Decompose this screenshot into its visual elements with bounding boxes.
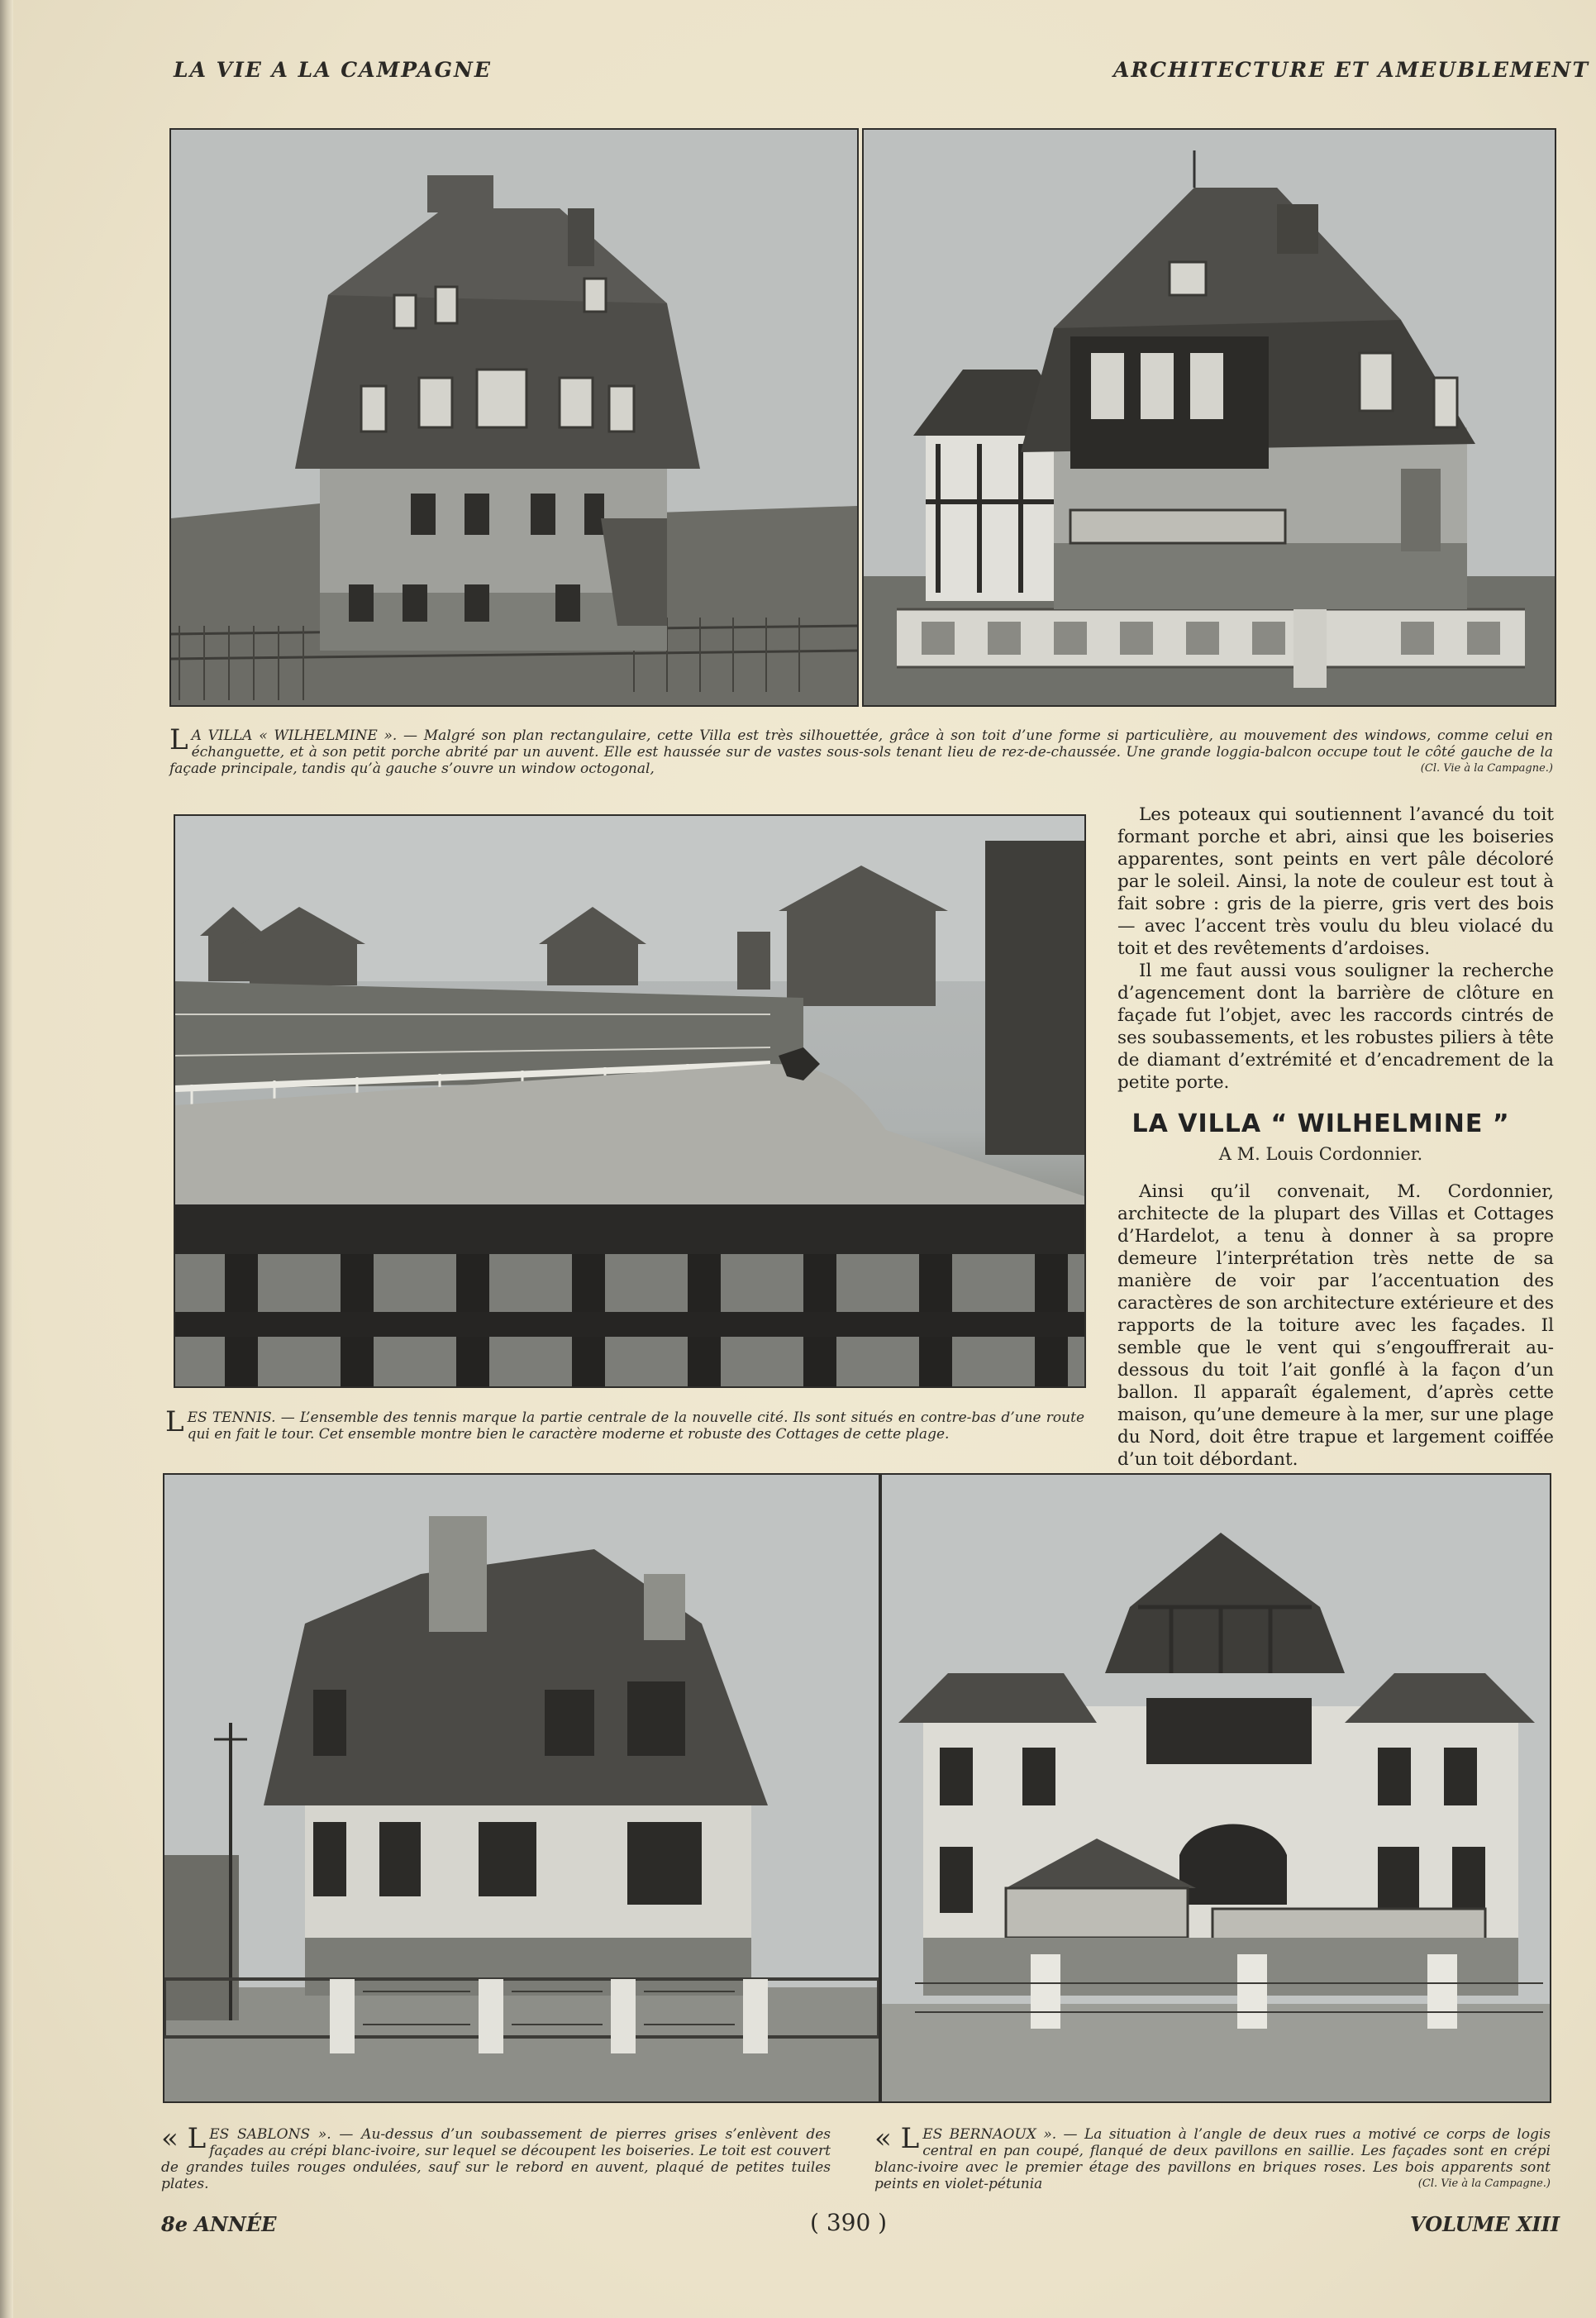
photo-credit: (Cl. Vie à la Campagne.) [1417, 2177, 1551, 2190]
caption-text: ES TENNIS. — L’ensemble des tennis marque la partie centrale de la nouvelle cité. Ils sont situés en contre-bas d’une route qui en fait le tour. Cet ensemble montre bien le caractère moderne et robuste des Cottages de cette plage. [187, 1409, 1084, 1443]
photo-villa-wilhelmine-front [169, 128, 859, 707]
page-number: ( 390 ) [810, 2209, 888, 2236]
article-dedication: A M. Louis Cordonnier. [1218, 1144, 1423, 1164]
caption-initial: « L [161, 2122, 207, 2155]
photo-credit: (Cl. Vie à la Campagne.) [1420, 762, 1553, 775]
footer-volume: VOLUME XIII [1410, 2212, 1560, 2236]
caption-les-sablons [161, 2122, 831, 2192]
photo-les-tennis [174, 814, 1086, 1388]
caption-text: A VILLA « WILHELMINE ». — Malgré son plan rectangulaire, cette Villa est très silhouettée, grâce à son toit d’une forme si particulière, au mouvement des windows, comme celui en échanguette, et à son petit porche abrité par un auvent. Elle est haussée sur de vastes sous-sols tenant lieu de rez-de-chaussée. Une grande loggia-balcon occupe tout le côté gauche de la façade principale, tandis qu’à gauche s’ouvre un window octogonal, [169, 727, 1553, 777]
photo-villa-wilhelmine-side [862, 128, 1556, 707]
paragraph-agencement: Il me faut aussi vous souligner la recherche d’agencement dont la barrière de clôture en façade fut l’objet, avec les raccords cintrés de ses soubassements, et les robustes piliers à tête de diamant d’extrémité et d’encadrement de la petite porte. [1117, 961, 1554, 1093]
caption-text: ES BERNAOUX ». — La situation à l’angle de deux rues a motivé ce corps de logis central en pan coupé, flanqué de deux pavillons en saillie. Les façades sont en crépi blanc-ivoire avec le premier étage des pavillons en briques roses. Les bois apparents sont peints en violet-pétunia [874, 2126, 1551, 2192]
article-body-column [1117, 1180, 1554, 1471]
paragraph-poteaux: Les poteaux qui soutiennent l’avancé du toit formant porche et abri, ainsi que les boiseries apparentes, sont peints en vert pâle décoloré par le soleil. Ainsi, la note de couleur est tout à fait sobre : gris de la pierre, gris vert des bois — avec l’accent très voulu du bleu violacé du toit et des revêtements d’ardoises. [1117, 804, 1554, 959]
article-intro-column [1117, 804, 1554, 1094]
paragraph-cordonnier: Ainsi qu’il convenait, M. Cordonnier, architecte de la plupart des Villas et Cottages d’Hardelot, a tenu à donner à sa propre demeure l’interprétation très nette de sa manière de voir par l’accentuation des caractères de son architecture extérieure et des rapports de la toiture avec les façades. Il semble que le vent qui s’engouffrerait au-dessous du toit l’ait gonflé à la façon d’un ballon. Il apparaît également, d’après cette maison, qu’une demeure à la mer, sur une plage du Nord, doit être trapue et largement coiffée d’un toit débordant. [1117, 1181, 1554, 1470]
footer-year: 8e ANNÉE [161, 2212, 277, 2236]
caption-initial: L [165, 1405, 184, 1438]
photo-les-sablons [163, 1473, 880, 2103]
caption-villa-wilhelmine [169, 723, 1553, 777]
caption-initial: « L [874, 2122, 920, 2155]
caption-initial: L [169, 723, 188, 756]
caption-text: ES SABLONS ». — Au-dessus d’un soubassement de pierres grises s’enlèvent des façades au crépi blanc-ivoire, sur lequel se découpent les boiseries. Le toit est couvert de grandes tuiles rouges ondulées, sauf sur le rebord en auvent, plaqué de petites tuiles plates. [161, 2126, 831, 2192]
photo-les-bernaoux [880, 1473, 1551, 2103]
book-binding-edge [0, 0, 13, 2318]
caption-les-tennis [165, 1405, 1084, 1443]
running-head-left: LA VIE A LA CAMPAGNE [174, 58, 492, 82]
article-title: LA VILLA “ WILHELMINE ” [1131, 1109, 1510, 1138]
running-head-right: ARCHITECTURE ET AMEUBLEMENT [1113, 58, 1590, 82]
caption-les-bernaoux [874, 2122, 1551, 2192]
